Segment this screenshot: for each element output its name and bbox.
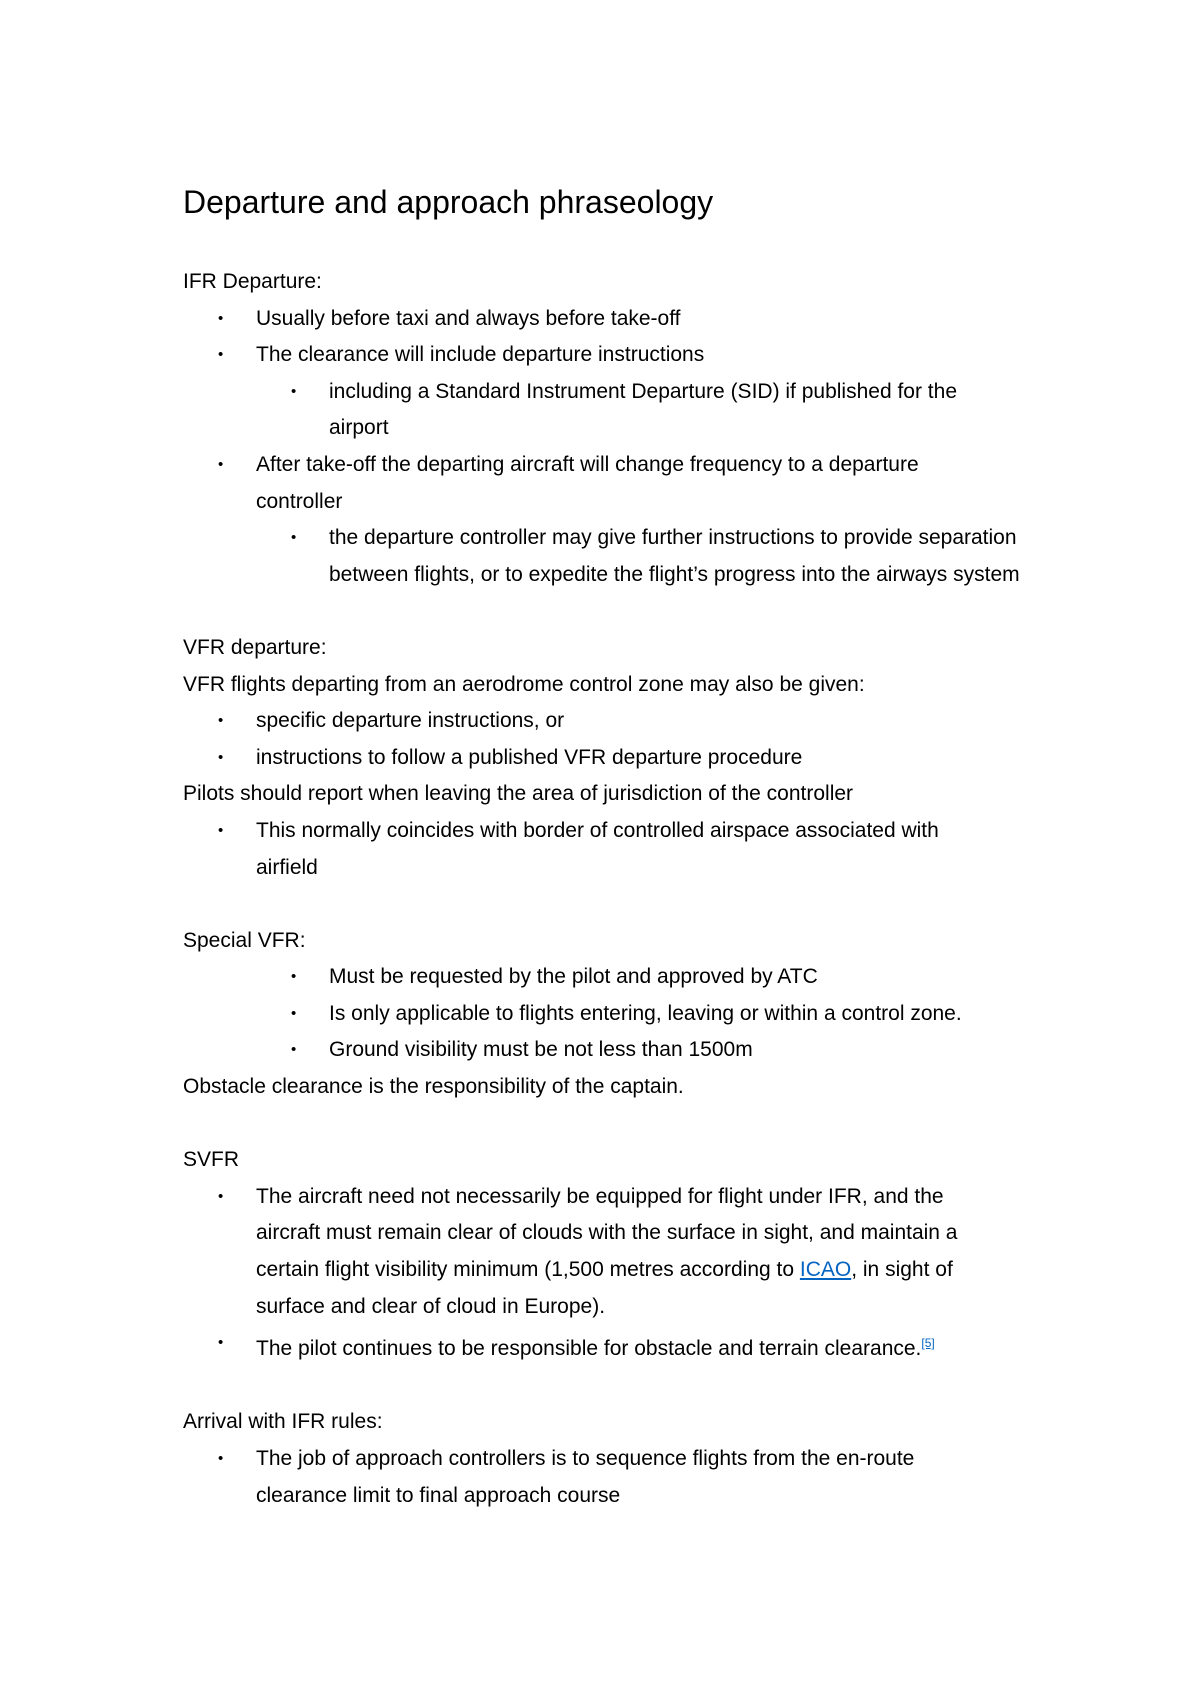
spacer bbox=[183, 1106, 1043, 1143]
list-item bbox=[183, 1325, 1043, 1368]
special-vfr-note: Obstacle clearance is the responsibility of the captain. bbox=[183, 1075, 684, 1099]
ifr-arrival-heading: Arrival with IFR rules: bbox=[183, 1410, 383, 1434]
list-item: • Is only applicable to flights entering, leaving or within a control zone. bbox=[183, 996, 1043, 1033]
special-vfr-heading: Special VFR: bbox=[183, 928, 306, 952]
list-item: • instructions to follow a published VFR departure procedure bbox=[183, 740, 1043, 777]
ifr-departure-heading: IFR Departure: bbox=[183, 270, 322, 293]
spacer bbox=[183, 593, 1043, 630]
reference-link[interactable]: [5] bbox=[921, 1336, 935, 1351]
list-item: • The job of approach controllers is to sequence flights from the en-route clearance limit to final approach course bbox=[183, 1441, 936, 1514]
document-page bbox=[183, 180, 1043, 1514]
spacer bbox=[183, 1368, 1043, 1405]
list-item: • After take-off the departing aircraft will change frequency to a departure controller bbox=[183, 447, 926, 520]
list-item: • Ground visibility must be not less than 1500m bbox=[183, 1032, 1043, 1069]
page-title: Departure and approach phraseology bbox=[183, 184, 714, 220]
vfr-departure-report: Pilots should report when leaving the area of jurisdiction of the controller bbox=[183, 782, 854, 806]
svfr-b2-text: The pilot continues to be responsible for obstacle and terrain clearance. bbox=[256, 1337, 922, 1361]
list-item: • Usually before taxi and always before take-off bbox=[183, 301, 1043, 338]
list-item bbox=[183, 1179, 991, 1325]
icao-link[interactable]: ICAO bbox=[799, 1258, 852, 1282]
list-item: • This normally coincides with border of controlled airspace associated with airfield bbox=[183, 813, 976, 886]
list-item: • Must be requested by the pilot and approved by ATC bbox=[183, 959, 1043, 996]
svfr-heading: SVFR bbox=[183, 1148, 240, 1172]
list-item: • specific departure instructions, or bbox=[183, 703, 1043, 740]
svfr-text-part2: , in sight of surface and clear of cloud in Europe). bbox=[256, 1258, 953, 1318]
spacer bbox=[183, 886, 1043, 923]
vfr-departure-heading: VFR departure: bbox=[183, 635, 327, 659]
list-item: • including a Standard Instrument Departure (SID) if published for the airport bbox=[183, 374, 1009, 447]
list-item: • The clearance will include departure instructions bbox=[183, 337, 1043, 374]
vfr-departure-intro: VFR flights departing from an aerodrome control zone may also be given: bbox=[183, 672, 865, 696]
list-item: • the departure controller may give further instructions to provide separation between flights, or to expedite the flight’s progress into the airways system bbox=[183, 520, 1049, 593]
svfr-text-part1: The aircraft need not necessarily be equipped for flight under IFR, and the aircraft must remain clear of clouds with the surface in sight, and maintain a certain flight visibility minimum (1,500 metres according to bbox=[256, 1184, 958, 1282]
